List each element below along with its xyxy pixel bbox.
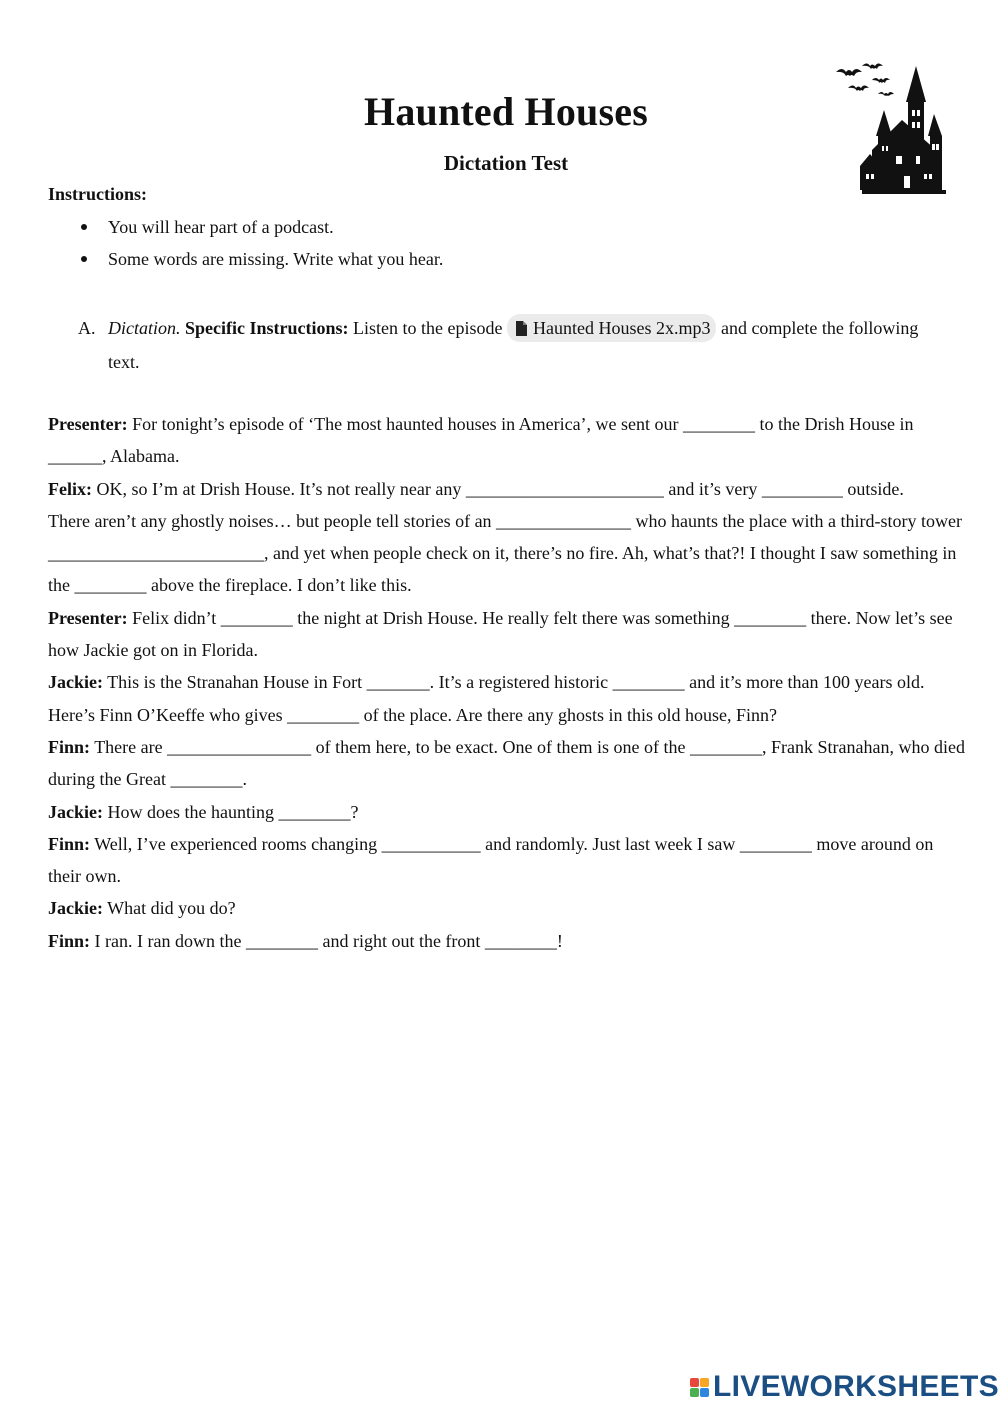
dialogue-line <box>48 666 968 731</box>
page-subtitle: Dictation Test <box>443 151 569 175</box>
audio-file-chip[interactable] <box>507 314 716 342</box>
speaker-label: Finn: <box>48 930 91 951</box>
logo-mark-icon <box>690 1378 709 1397</box>
specific-instructions-label: Specific Instructions: <box>185 318 349 338</box>
section-marker: A. <box>78 318 96 338</box>
dialogue-text <box>48 408 968 957</box>
speaker-label: Finn: <box>48 833 91 854</box>
dialogue-text-line: There aren’t any ghostly noises… but people tell stories of an _______________ who haunts the place with a third-story tower ________________________, and yet when people check on it, there’s no fire. Ah, what’s that?! I thought I saw something in the ________ above the fireplace. I don’t like this. <box>48 510 962 596</box>
speaker-label: Jackie: <box>48 672 103 693</box>
dialogue-text-line: OK, so I’m at Drish House. It’s not really near any ______________________ and it’s very _________ outside. <box>91 478 904 499</box>
dialogue-text-line: Well, I’ve experienced rooms changing ___________ and randomly. Just last week I saw ________ move around on their own. <box>48 833 934 887</box>
speaker-label: Presenter: <box>48 607 128 628</box>
logo-block <box>690 1388 699 1397</box>
audio-file-name: Haunted Houses 2x.mp3 <box>532 318 711 338</box>
dialogue-line <box>48 796 968 828</box>
haunted-house-icon <box>832 58 952 198</box>
dialogue-text-line: There are ________________ of them here, to be exact. One of them is one of the ________, Frank Stranahan, who died during the Great ________. <box>48 736 965 790</box>
dialogue-text-line: For tonight’s episode of ‘The most haunted houses in America’, we sent our ________ to the Drish House in ______, Alabama. <box>48 414 914 467</box>
dialogue-line <box>48 925 968 957</box>
page-title: Haunted Houses <box>364 89 648 134</box>
instruction-item: You will hear part of a podcast. <box>48 214 443 246</box>
section-label: Dictation. <box>108 318 181 338</box>
logo-block <box>690 1378 699 1387</box>
dialogue-line <box>48 473 968 505</box>
dialogue-line <box>48 408 968 473</box>
instruction-text: Listen to the episode <box>348 318 507 338</box>
dialogue-line <box>48 505 968 602</box>
dialogue-line <box>48 892 968 924</box>
file-icon <box>515 321 527 336</box>
dialogue-line <box>48 731 968 796</box>
instruction-item: Some words are missing. Write what you hear. <box>48 246 443 278</box>
speaker-label: Jackie: <box>48 898 103 919</box>
dialogue-text-line: How does the haunting ________? <box>102 801 359 822</box>
dialogue-line <box>48 602 968 667</box>
dialogue-text-line: Felix didn’t ________ the night at Drish House. He really felt there was something ________ there. Now let’s see how Jackie got on in Florida. <box>48 607 953 661</box>
speaker-label: Finn: <box>48 736 91 757</box>
dialogue-text-line: I ran. I ran down the ________ and right out the front ________! <box>90 930 563 951</box>
speaker-label: Felix: <box>48 478 92 499</box>
instructions-list <box>48 214 443 278</box>
speaker-label: Jackie: <box>48 801 103 822</box>
dialogue-line <box>48 828 968 893</box>
section-a <box>78 311 938 379</box>
logo-block <box>700 1388 709 1397</box>
liveworksheets-logo <box>690 1370 999 1404</box>
logo-block <box>700 1378 709 1387</box>
brand-name: LIVEWORKSHEETS <box>713 1370 999 1403</box>
instructions-heading: Instructions: <box>48 184 148 204</box>
dialogue-text-line: This is the Stranahan House in Fort _______. It’s a registered historic ________ and it’s more than 100 years old. Here’s Finn O’Keeffe who gives ________ of the place. Are there any ghosts in this old house, Finn? <box>48 672 925 725</box>
dialogue-text-line: What did you do? <box>102 898 236 919</box>
section-a-body <box>108 311 938 379</box>
instruction-text-end: and complete the following text. <box>108 318 919 372</box>
speaker-label: Presenter: <box>48 414 128 434</box>
